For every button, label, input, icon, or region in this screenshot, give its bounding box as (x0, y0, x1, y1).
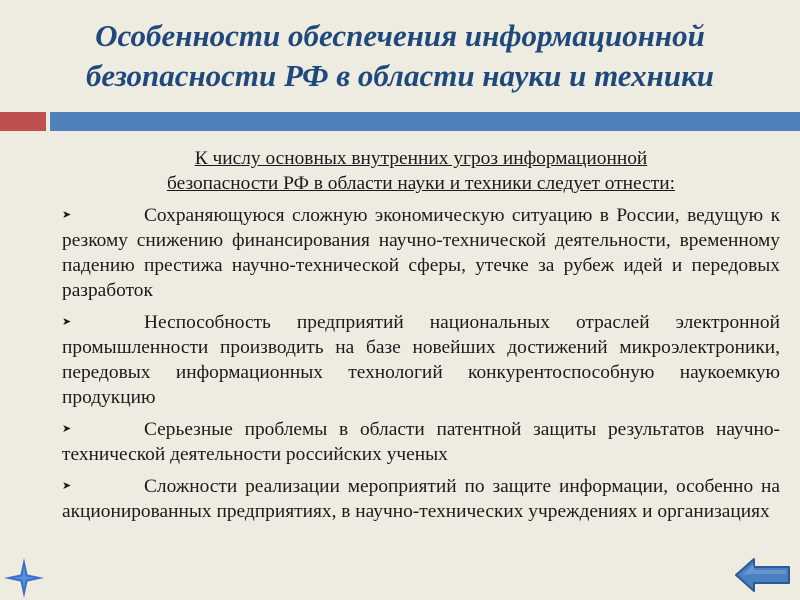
intro-text-line-2: безопасности РФ в области науки и техники следует отнести: (166, 173, 675, 194)
threat-list-item-text: Неспособность предприятий национальных отраслей электронной промышленности производить на базе новейших достижений микроэлектроники, передовых информационных технологий конкурентоспособную наукоемкую продукцию (62, 312, 780, 408)
slide-title (20, 16, 780, 96)
arrow-bullet-icon: ➤ (62, 316, 72, 328)
intro-text (62, 146, 780, 196)
threat-list-item-text: Сложности реализации мероприятий по защите информации, особенно на акционированных предприятиях, в научно-технических учреждениях и организациях (62, 476, 780, 522)
threat-list-item-text: Сохраняющуюся сложную экономическую ситуацию в России, ведущую к резкому снижению финансирования научно-технической деятельности, временному падению престижа научно-технической сферы, утечке за рубеж идей и передовых разработок (62, 205, 780, 301)
arrow-bullet-icon: ➤ (62, 423, 72, 435)
arrow-bullet-icon: ➤ (62, 209, 72, 221)
back-arrow-icon (736, 559, 789, 591)
threat-list-item (62, 203, 780, 303)
arrow-bullet-icon: ➤ (62, 480, 72, 492)
slide-title-line-1: Особенности обеспечения информационной (95, 18, 705, 53)
back-arrow-button[interactable] (734, 556, 792, 594)
title-divider-red-segment (0, 112, 46, 131)
title-divider-blue-segment (50, 112, 800, 131)
threat-list-item-text: Серьезные проблемы в области патентной защиты результатов научно-технической деятельности российских ученых (62, 419, 780, 465)
slide-body (62, 146, 780, 531)
threat-list-item (62, 417, 780, 467)
four-point-star-icon (2, 556, 46, 600)
intro-text-line-1: К числу основных внутренних угроз информационной (194, 148, 648, 169)
slide-title-line-2: безопасности РФ в области науки и техники (85, 58, 715, 93)
threat-list-item (62, 474, 780, 524)
threat-list-item (62, 310, 780, 410)
